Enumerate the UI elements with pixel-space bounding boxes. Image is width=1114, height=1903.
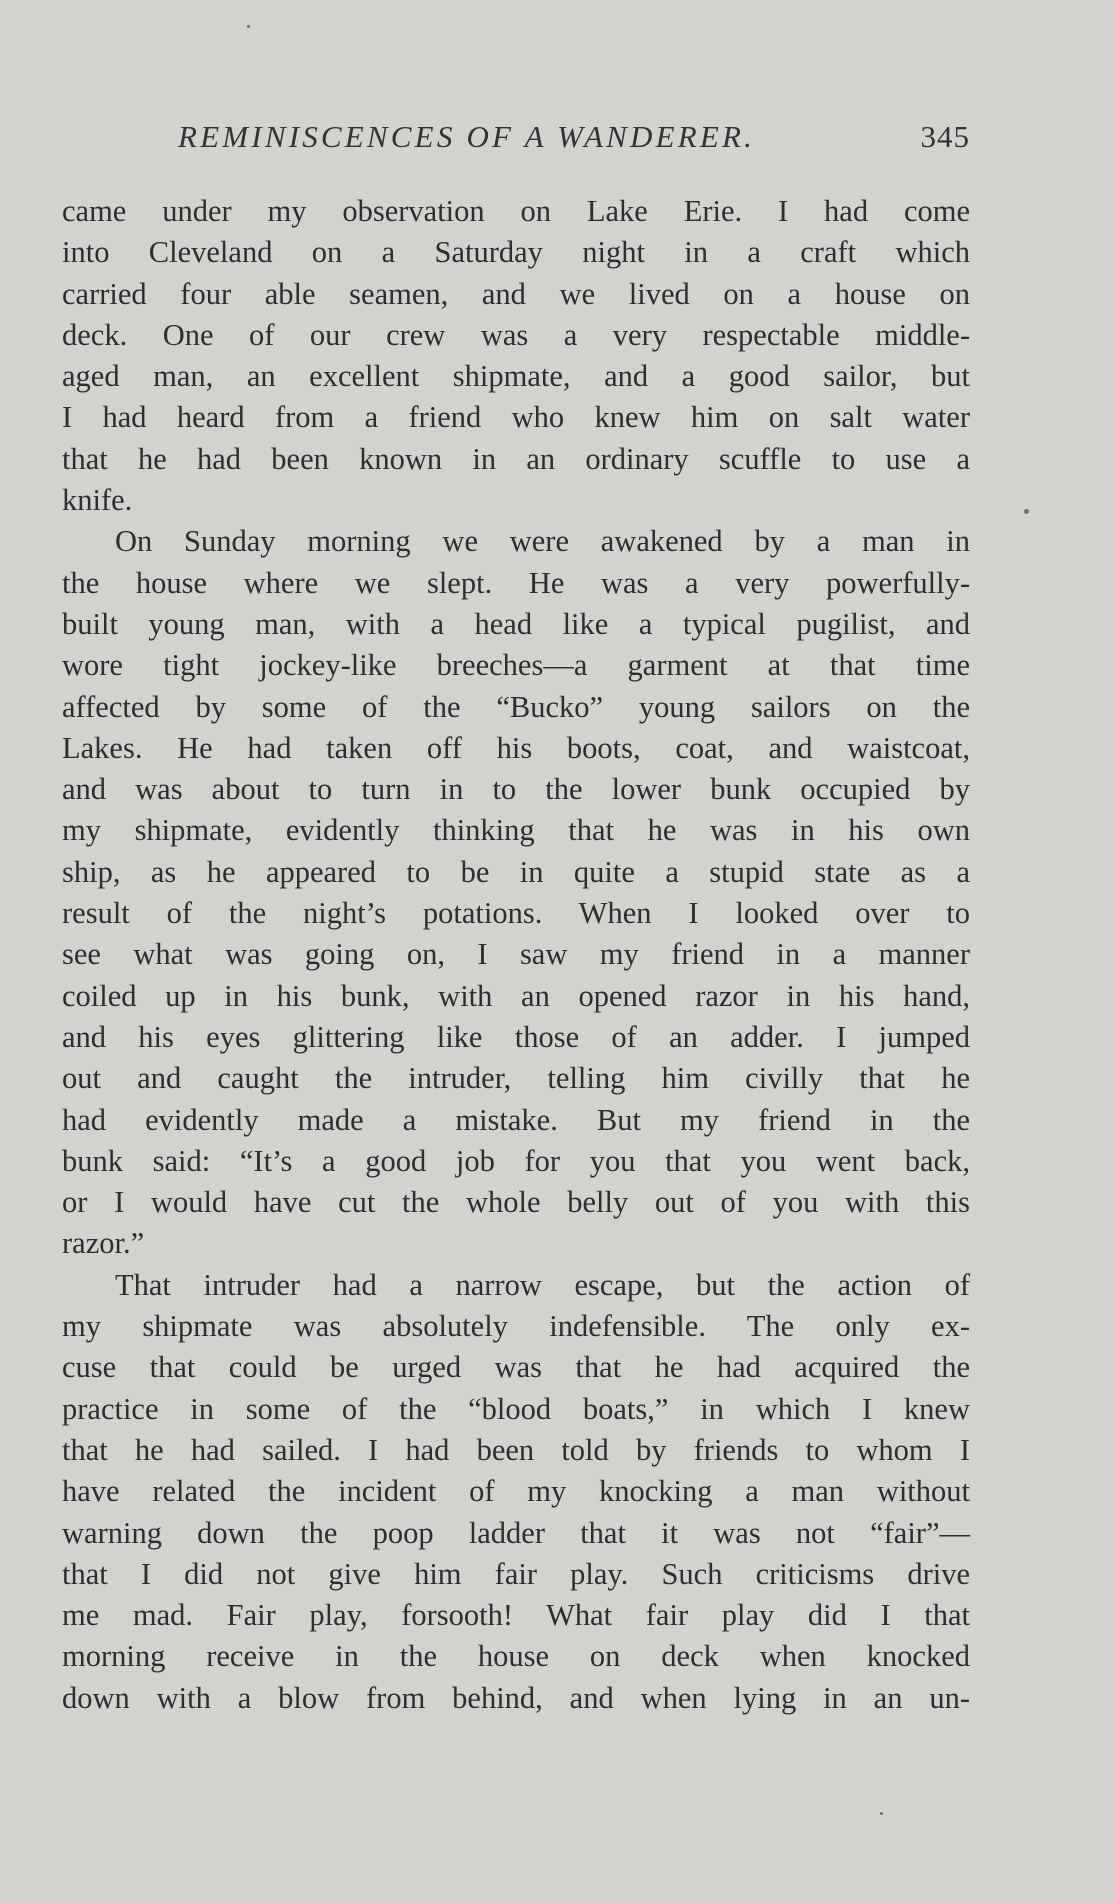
text-line: my shipmate was absolutely indefensible. The only ex- xyxy=(62,1309,970,1344)
text-line: built young man, with a head like a typical pugilist, and xyxy=(62,606,970,641)
ink-speck xyxy=(247,25,250,28)
text-line: cuse that could be urged was that he had acquired the xyxy=(62,1350,970,1385)
text-line: warning down the poop ladder that it was not “fair”— xyxy=(62,1515,970,1550)
body-text xyxy=(62,191,970,1719)
text-line: into Cleveland on a Saturday night in a craft which xyxy=(62,235,970,270)
text-line: carried four able seamen, and we lived on a house on xyxy=(62,276,970,311)
text-line: my shipmate, evidently thinking that he was in his own xyxy=(62,813,970,848)
page-number: 345 xyxy=(920,119,970,154)
ink-speck xyxy=(880,1812,883,1815)
text-line: that he had been known in an ordinary scuffle to use a xyxy=(62,441,970,476)
text-line: out and caught the intruder, telling him civilly that he xyxy=(62,1061,970,1096)
text-line: the house where we slept. He was a very powerfully- xyxy=(62,565,970,600)
text-line: that I did not give him fair play. Such criticisms drive xyxy=(62,1556,970,1591)
text-line: aged man, an excellent shipmate, and a good sailor, but xyxy=(62,359,970,394)
text-line: and was about to turn in to the lower bunk occupied by xyxy=(62,772,970,807)
text-line: down with a blow from behind, and when lying in an un- xyxy=(62,1680,970,1715)
text-line: affected by some of the “Bucko” young sailors on the xyxy=(62,689,970,724)
text-line: bunk said: “It’s a good job for you that you went back, xyxy=(62,1143,970,1178)
text-line: practice in some of the “blood boats,” in which I knew xyxy=(62,1391,970,1426)
text-line: or I would have cut the whole belly out of you with this xyxy=(62,1185,970,1220)
text-line: wore tight jockey-like breeches—a garment at that time xyxy=(62,648,970,683)
text-line: I had heard from a friend who knew him on salt water xyxy=(62,400,970,435)
ink-speck xyxy=(1024,509,1029,514)
text-line: and his eyes glittering like those of an adder. I jumped xyxy=(62,1019,970,1054)
text-line: me mad. Fair play, forsooth! What fair play did I that xyxy=(62,1598,970,1633)
text-line: had evidently made a mistake. But my friend in the xyxy=(62,1102,970,1137)
text-line: deck. One of our crew was a very respectable middle- xyxy=(62,317,970,352)
text-line: result of the night’s potations. When I looked over to xyxy=(62,896,970,931)
text-line: have related the incident of my knocking a man without xyxy=(62,1474,970,1509)
text-line: That intruder had a narrow escape, but the action of xyxy=(115,1267,970,1302)
text-line: came under my observation on Lake Erie. I had come xyxy=(62,194,970,228)
text-line: morning receive in the house on deck when knocked xyxy=(62,1639,970,1674)
text-line: knife. xyxy=(62,483,133,518)
text-line: razor.” xyxy=(62,1226,145,1261)
page-header xyxy=(62,119,970,163)
text-line: that he had sailed. I had been told by friends to whom I xyxy=(62,1432,970,1467)
running-title: REMINISCENCES OF A WANDERER. xyxy=(178,119,756,154)
text-line: On Sunday morning we were awakened by a man in xyxy=(115,524,970,559)
text-line: see what was going on, I saw my friend in a manner xyxy=(62,937,970,972)
text-line: ship, as he appeared to be in quite a stupid state as a xyxy=(62,854,970,889)
text-line: Lakes. He had taken off his boots, coat, and waistcoat, xyxy=(62,730,970,765)
text-line: coiled up in his bunk, with an opened razor in his hand, xyxy=(62,978,970,1013)
